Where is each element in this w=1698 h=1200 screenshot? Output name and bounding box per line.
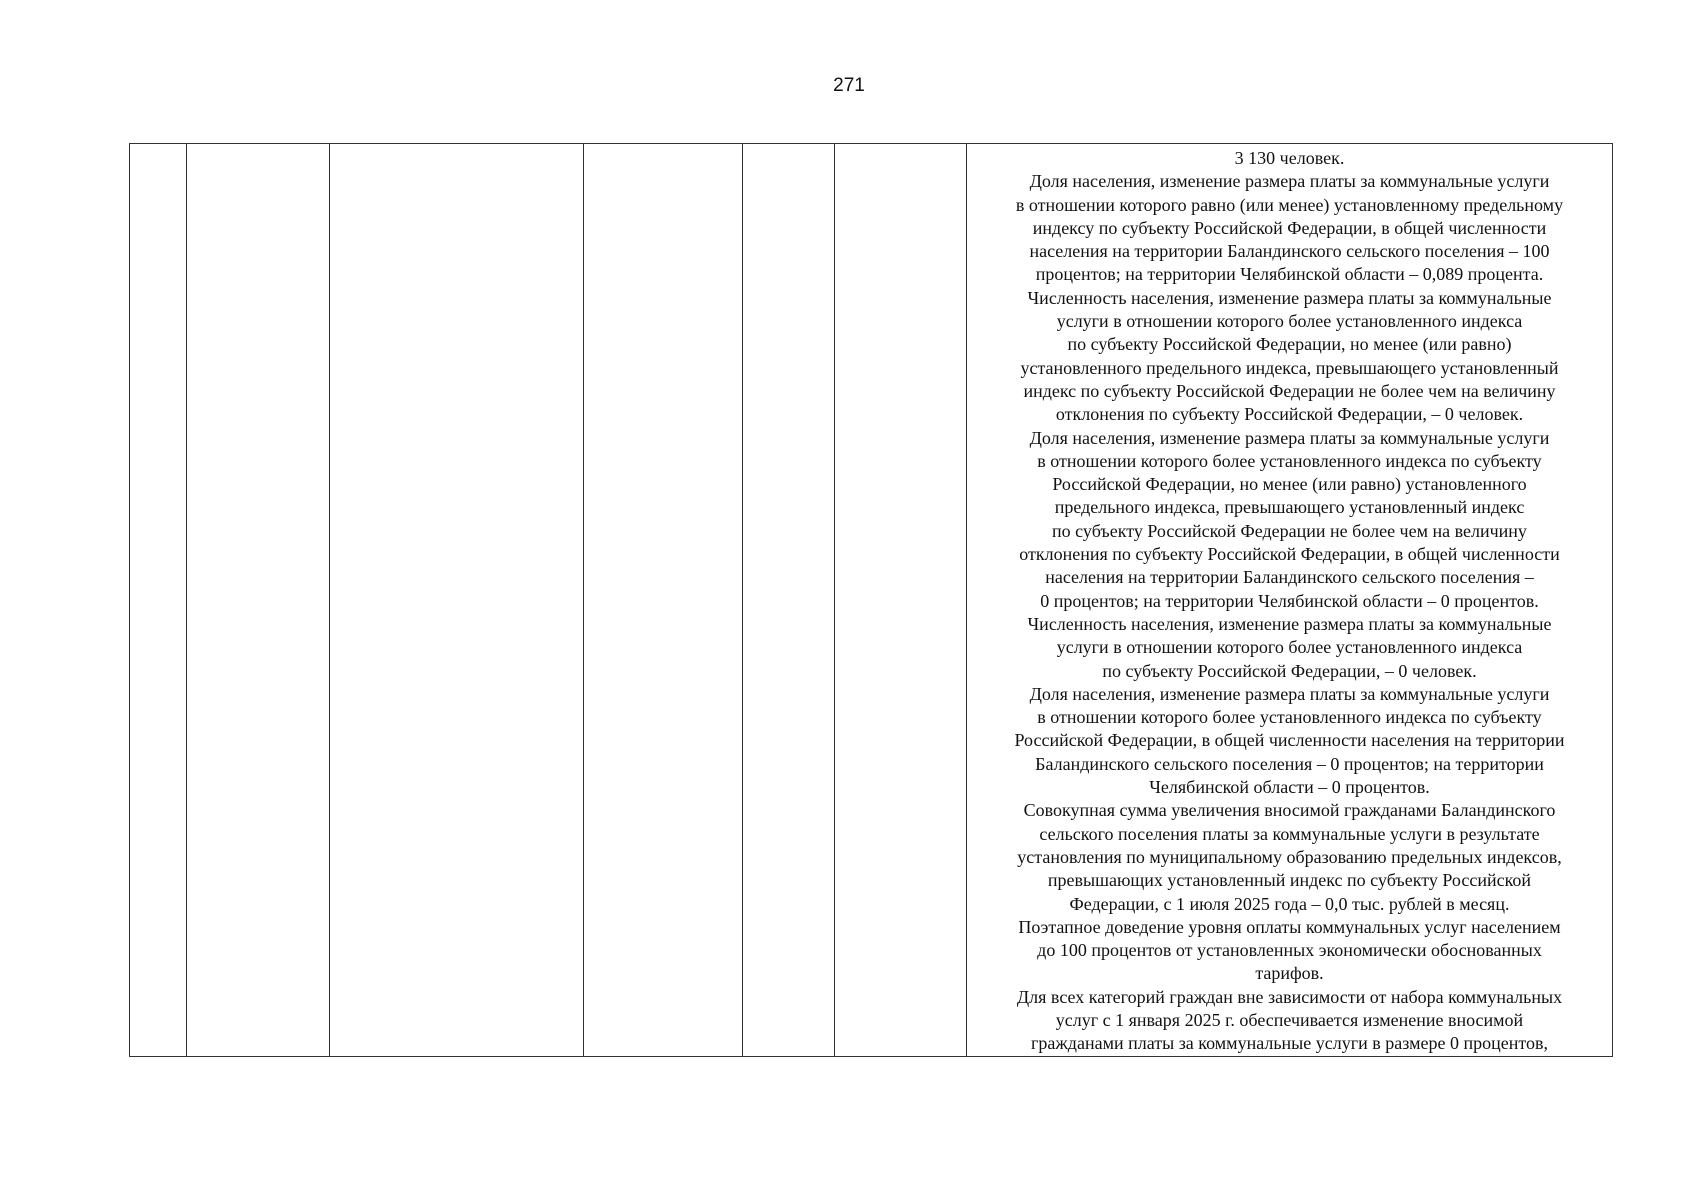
text-line: Челябинской области – 0 процентов.	[1149, 777, 1430, 798]
text-line: населения на территории Баландинского сельского поселения – 100	[1029, 241, 1550, 262]
text-line: гражданами платы за коммунальные услуги в размере 0 процентов,	[1031, 1033, 1548, 1054]
text-line: Доля населения, изменение размера платы за коммунальные услуги	[1029, 427, 1550, 448]
text-line: в отношении которого равно (или менее) установленному предельному	[1015, 194, 1564, 215]
text-line: Для всех категорий граждан вне зависимости от набора коммунальных	[1016, 986, 1563, 1007]
text-line: предельного индекса, превышающего установленный индекс	[1054, 497, 1525, 518]
text-line: Доля населения, изменение размера платы за коммунальные услуги	[1029, 683, 1550, 704]
text-line: 3 130 человек.	[1234, 148, 1345, 168]
text-line: превышающих установленный индекс по субъекту Российской	[1047, 870, 1532, 891]
text-line: Российской Федерации, в общей численности населения на территории	[1014, 730, 1565, 751]
table-cell-description	[967, 144, 1613, 1057]
text-line: Совокупная сумма увеличения вносимой гражданами Баландинского	[1023, 800, 1556, 821]
text-line: по субъекту Российской Федерации, – 0 человек.	[1102, 660, 1477, 681]
table-row	[130, 144, 1613, 1057]
text-line: Численность населения, изменение размера платы за коммунальные	[1027, 287, 1552, 308]
text-line: Российской Федерации, но менее (или равно) установленного	[1052, 474, 1527, 495]
table-cell-col-4	[584, 144, 743, 1057]
table-cell-col-6	[835, 144, 967, 1057]
table-cell-col-5	[743, 144, 835, 1057]
text-line: в отношении которого более установленного индекса по субъекту	[1037, 450, 1542, 471]
text-line: услуг с 1 января 2025 г. обеспечивается изменение вносимой	[1055, 1009, 1524, 1030]
text-line: отклонения по субъекту Российской Федерации, – 0 человек.	[1055, 404, 1524, 425]
text-line: до 100 процентов от установленных экономически обоснованных	[1037, 940, 1542, 961]
text-line: по субъекту Российской Федерации, но менее (или равно)	[1067, 334, 1512, 355]
text-line: установленного предельного индекса, превышающего установленный	[1020, 357, 1559, 378]
text-line: Поэтапное доведение уровня оплаты коммунальных услуг населением	[1018, 916, 1561, 937]
text-line: услуги в отношении которого более установленного индекса	[1056, 311, 1523, 332]
text-line: сельского поселения платы за коммунальные услуги в результате	[1039, 823, 1540, 844]
document-table	[129, 143, 1613, 1057]
text-line: индексу по субъекту Российской Федерации, в общей численности	[1032, 217, 1547, 238]
text-line: процентов; на территории Челябинской области – 0,089 процента.	[1035, 264, 1544, 285]
text-line: услуги в отношении которого более установленного индекса	[1056, 637, 1523, 658]
page-number: 271	[833, 75, 865, 96]
text-line: установления по муниципальному образованию предельных индексов,	[1017, 846, 1562, 867]
table-cell-col-3	[330, 144, 584, 1057]
text-line: тарифов.	[1255, 963, 1324, 984]
text-line: Доля населения, изменение размера платы за коммунальные услуги	[1029, 171, 1550, 192]
text-line: 0 процентов; на территории Челябинской области – 0 процентов.	[1040, 590, 1539, 611]
table-cell-col-2	[187, 144, 330, 1057]
text-line: Баландинского сельского поселения – 0 процентов; на территории	[1035, 753, 1544, 774]
text-line: в отношении которого более установленного индекса по субъекту	[1037, 707, 1542, 728]
text-line: отклонения по субъекту Российской Федерации, в общей численности	[1019, 544, 1560, 565]
table-cell-col-1	[130, 144, 187, 1057]
text-line: Численность населения, изменение размера платы за коммунальные	[1027, 613, 1552, 634]
text-line: индекс по субъекту Российской Федерации не более чем на величину	[1023, 380, 1556, 401]
text-line: населения на территории Баландинского сельского поселения –	[1045, 567, 1534, 588]
text-line: по субъекту Российской Федерации не более чем на величину	[1052, 520, 1527, 541]
text-line: Федерации, с 1 июля 2025 года – 0,0 тыс. рублей в месяц.	[1069, 893, 1510, 914]
